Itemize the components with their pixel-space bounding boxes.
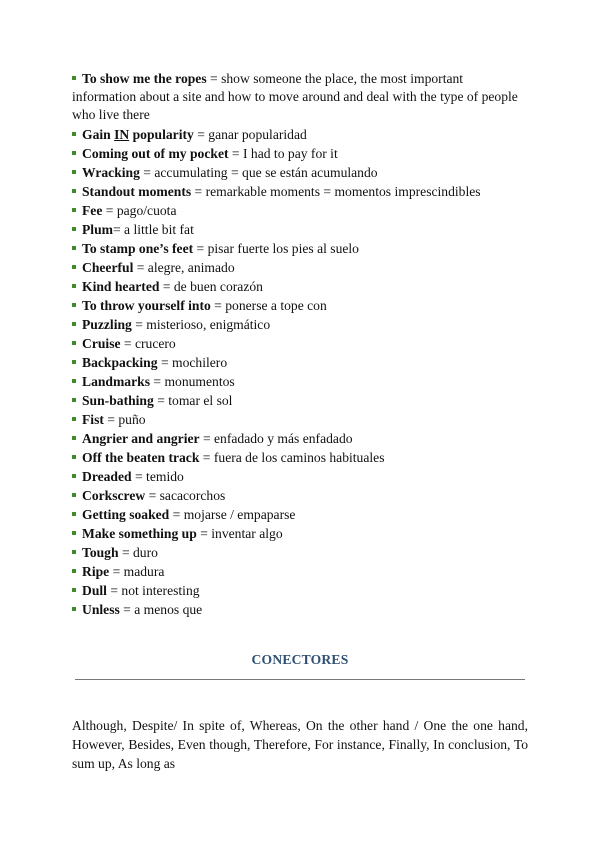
- vocab-definition: = fuera de los caminos habituales: [199, 450, 385, 465]
- bullet-icon: [72, 379, 76, 383]
- vocab-term: Backpacking: [82, 355, 158, 370]
- list-item: [72, 201, 528, 220]
- list-item: [72, 220, 528, 239]
- vocab-term: Wracking: [82, 165, 140, 180]
- vocab-definition: = remarkable moments = momentos imprescindibles: [191, 184, 481, 199]
- vocab-definition: = crucero: [120, 336, 176, 351]
- vocab-term: Ripe: [82, 564, 110, 579]
- list-item: [72, 410, 528, 429]
- bullet-icon: [72, 550, 76, 554]
- bullet-icon: [72, 417, 76, 421]
- list-item: [72, 353, 528, 372]
- list-item: [72, 334, 528, 353]
- vocab-definition: = misterioso, enigmático: [131, 317, 271, 332]
- vocab-term: Corkscrew: [82, 488, 146, 503]
- bullet-icon: [72, 189, 76, 193]
- bullet-icon: [72, 284, 76, 288]
- vocab-definition: = show someone the place, the most important information about a site and how to move around and deal with the type of people who live there: [72, 71, 518, 122]
- vocab-term: Make something up: [82, 526, 197, 541]
- bullet-icon: [72, 246, 76, 250]
- list-item: [72, 391, 528, 410]
- vocab-term: Gain IN popularity: [82, 127, 194, 142]
- bullet-icon: [72, 588, 76, 592]
- vocab-definition: = enfadado y más enfadado: [199, 431, 353, 446]
- vocab-term: Off the beaten track: [82, 450, 200, 465]
- bullet-icon: [72, 493, 76, 497]
- vocab-term: Getting soaked: [82, 507, 170, 522]
- vocab-definition: = duro: [118, 545, 158, 560]
- bullet-icon: [72, 569, 76, 573]
- list-item: [72, 505, 528, 524]
- list-item: [72, 144, 528, 163]
- bullet-icon: [72, 76, 76, 80]
- bullet-icon: [72, 512, 76, 516]
- vocab-definition: = inventar algo: [196, 526, 283, 541]
- list-item: [72, 562, 528, 581]
- vocab-term: Fee: [82, 203, 103, 218]
- bullet-icon: [72, 531, 76, 535]
- bullet-icon: [72, 341, 76, 345]
- vocab-term: Tough: [82, 545, 119, 560]
- vocabulary-list: [72, 70, 528, 619]
- vocab-term: Coming out of my pocket: [82, 146, 229, 161]
- list-item: [72, 258, 528, 277]
- bullet-icon: [72, 132, 76, 136]
- vocab-term: To stamp one’s feet: [82, 241, 194, 256]
- list-item: [72, 429, 528, 448]
- vocab-term: To show me the ropes: [82, 71, 207, 86]
- section-divider: [75, 679, 525, 680]
- list-item: [72, 239, 528, 258]
- list-item: [72, 467, 528, 486]
- list-item: [72, 125, 528, 144]
- list-item: [72, 448, 528, 467]
- list-item: [72, 581, 528, 600]
- list-item: [72, 315, 528, 334]
- vocab-term: Dreaded: [82, 469, 132, 484]
- vocab-term: Standout moments: [82, 184, 192, 199]
- vocab-definition: = monumentos: [150, 374, 235, 389]
- vocab-definition: = ganar popularidad: [193, 127, 307, 142]
- bullet-icon: [72, 474, 76, 478]
- underlined-word: IN: [114, 127, 130, 142]
- vocab-definition: = not interesting: [106, 583, 200, 598]
- bullet-icon: [72, 208, 76, 212]
- bullet-icon: [72, 322, 76, 326]
- vocab-term: Plum: [82, 222, 113, 237]
- list-item: [72, 372, 528, 391]
- vocab-definition: = temido: [131, 469, 184, 484]
- list-item: [72, 70, 528, 124]
- vocab-definition: = puño: [103, 412, 146, 427]
- vocab-term: Sun-bathing: [82, 393, 154, 408]
- bullet-icon: [72, 360, 76, 364]
- vocab-definition: = a menos que: [119, 602, 203, 617]
- section-heading: CONECTORES: [251, 652, 349, 667]
- vocab-definition: = I had to pay for it: [228, 146, 338, 161]
- bullet-icon: [72, 265, 76, 269]
- vocab-term: Kind hearted: [82, 279, 160, 294]
- vocab-definition: = pago/cuota: [102, 203, 177, 218]
- vocab-term: Dull: [82, 583, 107, 598]
- list-item: [72, 182, 528, 201]
- bullet-icon: [72, 398, 76, 402]
- vocab-definition: = de buen corazón: [159, 279, 263, 294]
- vocab-term: Fist: [82, 412, 104, 427]
- vocab-term: Landmarks: [82, 374, 150, 389]
- vocab-term: Cruise: [82, 336, 121, 351]
- vocab-definition: = ponerse a tope con: [210, 298, 327, 313]
- list-item: [72, 163, 528, 182]
- vocab-definition: = mochilero: [157, 355, 228, 370]
- vocab-definition: = tomar el sol: [153, 393, 233, 408]
- list-item: [72, 486, 528, 505]
- list-item: [72, 277, 528, 296]
- bullet-icon: [72, 151, 76, 155]
- vocab-term: Cheerful: [82, 260, 134, 275]
- vocab-definition: = a little bit fat: [112, 222, 194, 237]
- vocab-term: Unless: [82, 602, 120, 617]
- bullet-icon: [72, 227, 76, 231]
- vocab-definition: = alegre, animado: [133, 260, 235, 275]
- list-item: [72, 543, 528, 562]
- vocab-definition: = accumulating = que se están acumulando: [139, 165, 378, 180]
- vocab-definition: = pisar fuerte los pies al suelo: [193, 241, 359, 256]
- vocab-definition: = madura: [109, 564, 165, 579]
- vocab-definition: = mojarse / empaparse: [169, 507, 296, 522]
- list-item: [72, 600, 528, 619]
- list-item: [72, 296, 528, 315]
- bullet-icon: [72, 607, 76, 611]
- vocab-term: To throw yourself into: [82, 298, 211, 313]
- bullet-icon: [72, 455, 76, 459]
- vocab-term: Angrier and angrier: [82, 431, 200, 446]
- bullet-icon: [72, 436, 76, 440]
- vocab-definition: = sacacorchos: [145, 488, 226, 503]
- bullet-icon: [72, 303, 76, 307]
- vocab-term: Puzzling: [82, 317, 132, 332]
- bullet-icon: [72, 170, 76, 174]
- connectors-paragraph: Although, Despite/ In spite of, Whereas, On the other hand / One the one hand, However, Besides, Even though, Therefore, For instance, Finally, In conclusion, To sum up, As long as: [72, 717, 528, 771]
- list-item: [72, 524, 528, 543]
